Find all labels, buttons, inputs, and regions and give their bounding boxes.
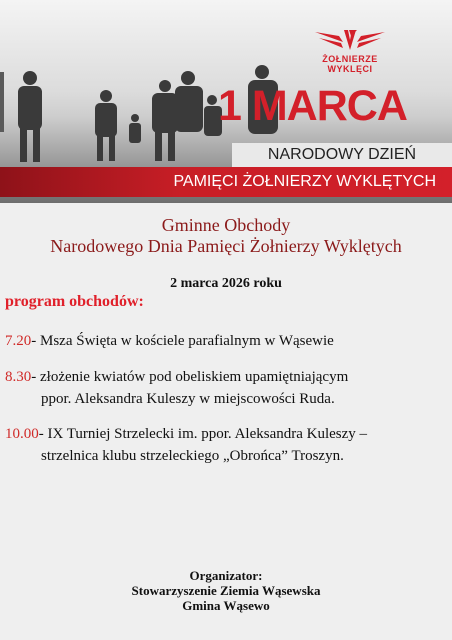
- program-item-text: - złożenie kwiatów pod obeliskiem upamiętniającym: [31, 369, 349, 385]
- title-line2: Narodowego Dnia Pamięci Żołnierzy Wyklętych: [50, 236, 402, 256]
- logo-text-line1: ŻOŁNIERZE: [322, 54, 378, 64]
- banner-strip-red-text: PAMIĘCI ŻOŁNIERZY WYKLĘTYCH: [173, 173, 436, 190]
- program-item-time: 8.30: [5, 369, 32, 385]
- event-date: 2 marca 2026 roku: [170, 276, 282, 291]
- program-item-time: 7.20: [5, 333, 32, 349]
- program-heading: program obchodów:: [5, 293, 144, 310]
- program-item-time: 10.00: [5, 426, 39, 442]
- banner-date: 1 MARCA: [218, 82, 407, 130]
- program-item-text: - IX Turniej Strzelecki im. ppor. Aleksandra Kuleszy –: [38, 426, 368, 442]
- organizer-block: [0, 568, 452, 613]
- organizer-line2: Gmina Wąsewo: [182, 598, 270, 613]
- logo-text-line2: WYKLĘCI: [327, 64, 373, 74]
- title-line1: Gminne Obchody: [161, 215, 291, 235]
- event-title: [0, 215, 452, 257]
- banner-strip-top: NARODOWY DZIEŃ: [232, 143, 452, 167]
- program-item-text-cont: strzelnica klubu strzeleckiego „Obrońca” Troszyn.: [41, 448, 344, 464]
- program-item-text: - Msza Święta w kościele parafialnym w Wąsewie: [31, 333, 334, 349]
- organizer-line1: Stowarzyszenie Ziemia Wąsewska: [131, 583, 321, 598]
- organizer-label: Organizator:: [189, 568, 263, 583]
- program-item: [5, 366, 348, 410]
- eagle-logo-icon: [313, 28, 387, 54]
- program-item: [5, 330, 334, 352]
- zolnierze-wykleci-logo: [310, 28, 390, 84]
- banner-strip-red: [0, 167, 452, 197]
- program-item: [5, 423, 367, 467]
- program-item-text-cont: ppor. Aleksandra Kuleszy w miejscowości Ruda.: [41, 391, 335, 407]
- header-banner: [0, 0, 452, 203]
